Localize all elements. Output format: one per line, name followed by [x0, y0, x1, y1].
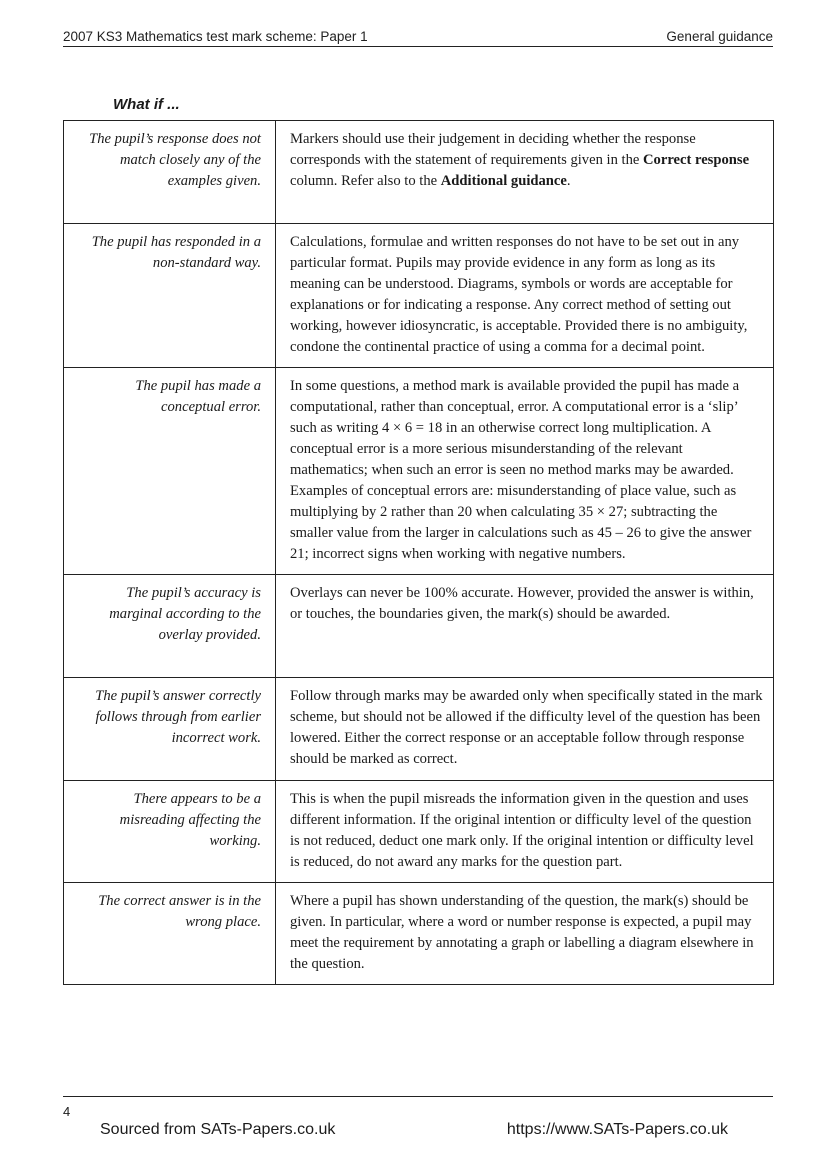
guidance-cell: Overlays can never be 100% accurate. However, provided the answer is within, or touches, the boundaries given, the mark(s) should be awarded.: [276, 575, 774, 678]
table-row: [64, 781, 774, 883]
section-title: What if ...: [113, 96, 180, 113]
guidance-cell: This is when the pupil misreads the information given in the question and uses different information. If the original intention or difficulty level of the question is not reduced, deduct one mark only. If the original intention or difficulty level is reduced, do not award any marks for the question part.: [276, 781, 774, 883]
guidance-cell: Calculations, formulae and written responses do not have to be set out in any particular format. Pupils may provide evidence in any form as long as its meaning can be understood. Diagrams, symbols or words are acceptable for explanations or for indicating a response. Any correct method of setting out working, however idiosyncratic, is acceptable. Provided there is no ambiguity, condone the continental practice of using a comma for a decimal point.: [276, 224, 774, 368]
case-cell: The correct answer is in the wrong place.: [64, 883, 276, 985]
guidance-cell: Markers should use their judgement in deciding whether the response corresponds with the statement of requirements given in the Correct response column. Refer also to the Additional guidance.: [276, 121, 774, 224]
source-credit: Sourced from SATs-Papers.co.uk: [100, 1121, 336, 1138]
table-row: [64, 368, 774, 575]
case-cell: The pupil’s response does not match closely any of the examples given.: [64, 121, 276, 224]
guidance-cell: In some questions, a method mark is available provided the pupil has made a computational, rather than conceptual, error. A computational error is a ‘slip’ such as writing 4 × 6 = 18 in an otherwise correct long multiplication. A conceptual error is a more serious misunderstanding of the relevant mathematics; when such an error is seen no method marks may be awarded. Examples of conceptual errors are: misunderstanding of place value, such as multiplying by 2 rather than 20 when calculating 35 × 27; subtracting the smaller value from the larger in calculations such as 45 – 26 to give the answer 21; incorrect signs when working with negative numbers.: [276, 368, 774, 575]
table-row: [64, 883, 774, 985]
guidance-cell: Where a pupil has shown understanding of the question, the mark(s) should be given. In particular, where a word or number response is expected, a pupil may meet the requirement by annotating a graph or labelling a diagram elsewhere in the question.: [276, 883, 774, 985]
source-url: https://www.SATs-Papers.co.uk: [506, 1121, 728, 1138]
case-cell: The pupil has made a conceptual error.: [64, 368, 276, 575]
table-row: [64, 575, 774, 678]
header-title: 2007 KS3 Mathematics test mark scheme: Paper 1: [63, 29, 368, 44]
case-cell: There appears to be a misreading affecting the working.: [64, 781, 276, 883]
case-cell: The pupil’s accuracy is marginal according to the overlay provided.: [64, 575, 276, 678]
guidance-table: [63, 120, 774, 985]
case-cell: The pupil’s answer correctly follows through from earlier incorrect work.: [64, 678, 276, 781]
table-row: [64, 678, 774, 781]
case-cell: The pupil has responded in a non-standard way.: [64, 224, 276, 368]
table-row: [64, 121, 774, 224]
page-header: [63, 26, 773, 47]
guidance-cell: Follow through marks may be awarded only when specifically stated in the mark scheme, but should not be allowed if the difficulty level of the question has been lowered. Either the correct response or an acceptable follow through response should be marked as correct.: [276, 678, 774, 781]
page-number: 4: [63, 1104, 71, 1119]
footer-divider: [63, 1096, 773, 1097]
header-section: General guidance: [666, 29, 773, 44]
table-row: [64, 224, 774, 368]
